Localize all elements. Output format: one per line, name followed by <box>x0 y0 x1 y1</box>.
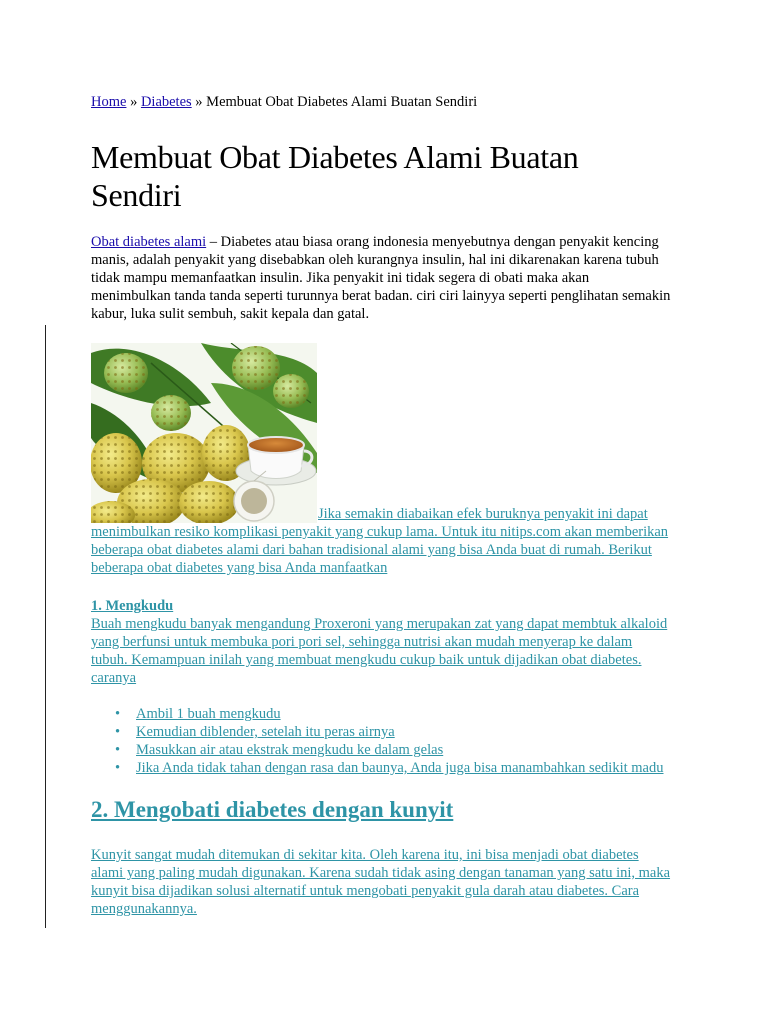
bullet-icon: • <box>115 724 121 740</box>
noni-fruit-image <box>91 343 317 523</box>
section-kunyit-heading[interactable]: 2. Mengobati diabetes dengan kunyit <box>91 797 454 822</box>
article-content <box>91 92 671 918</box>
bullet-icon: • <box>115 760 121 776</box>
intro-text: – Diabetes atau biasa orang indonesia menyebutnya dengan penyakit kencing manis, adalah penyakit yang disebabkan oleh kurangnya insulin, hal ini dikarenakan karena tubuh tidak mampu memanfaatkan insulin. Jika penyakit ini tidak segera di obati maka akan menimbulkan tanda tanda seperti turunnya berat badan. ciri ciri lainyya seperti penglihatan semakin kabur, luka sulit sembuh, sakit kepala dan gatal. <box>91 234 671 322</box>
breadcrumb-separator: » <box>191 94 207 110</box>
section-mengkudu <box>91 597 671 687</box>
list-item[interactable] <box>115 705 671 723</box>
list-item-text: Ambil 1 buah mengkudu <box>136 706 281 722</box>
intro-link[interactable]: Obat diabetes alami <box>91 234 207 250</box>
list-item-text: Kemudian diblender, setelah itu peras airnya <box>136 724 395 740</box>
section-mengkudu-text[interactable]: Buah mengkudu banyak mengandung Proxeroni yang merupakan zat yang dapat membtuk alkaloid yang berfunsi untuk membuka pori pori sel, sehingga nutrisi akan mudah menyerap ke dalam tubuh. Kemampuan inilah yang membuat mengkudu cukup baik untuk dijadikan obat diabetes. caranya <box>91 616 668 686</box>
image-caption-link[interactable]: Jika semakin diabaikan efek buruknya penyakit ini dapat menimbulkan resiko komplikasi penyakit yang cukup lama. Untuk itu nitips.com akan memberikan beberapa obat diabetes alami dari bahan tradisional alami yang bisa Anda buat di rumah. Berikut beberapa obat diabetes yang bisa Anda manfaatkan <box>91 506 669 576</box>
breadcrumb-separator: » <box>126 94 141 110</box>
intro-paragraph <box>91 233 671 323</box>
list-item-text: Jika Anda tidak tahan dengan rasa dan baunya, Anda juga bisa manambahkan sedikit madu <box>136 760 664 776</box>
breadcrumb-current: Membuat Obat Diabetes Alami Buatan Sendiri <box>206 94 478 110</box>
breadcrumb-category-link[interactable]: Diabetes <box>140 94 192 110</box>
list-item-text: Masukkan air atau ekstrak mengkudu ke dalam gelas <box>136 742 444 758</box>
section-mengkudu-title[interactable]: 1. Mengkudu <box>91 598 174 614</box>
list-item[interactable] <box>115 759 671 777</box>
figure-block <box>91 343 671 577</box>
section-kunyit-text[interactable]: Kunyit sangat mudah ditemukan di sekitar kita. Oleh karena itu, ini bisa menjadi obat diabetes alami yang paling mudah digunakan. Karena sudah tidak asing dengan tanaman yang satu ini, maka kunyit bisa dijadikan solusi alternatif untuk mengobati penyakit gula darah atau diabetes. Cara menggunakannya. <box>91 847 671 917</box>
bullet-icon: • <box>115 706 121 722</box>
bullet-icon: • <box>115 742 121 758</box>
list-item[interactable] <box>115 723 671 741</box>
breadcrumb <box>91 92 671 112</box>
page-title: Membuat Obat Diabetes Alami Buatan Sendiri <box>91 139 579 213</box>
breadcrumb-home-link[interactable]: Home <box>91 94 127 110</box>
list-item[interactable] <box>115 741 671 759</box>
page-margin-line <box>45 325 46 928</box>
mengkudu-steps-list <box>91 705 671 777</box>
